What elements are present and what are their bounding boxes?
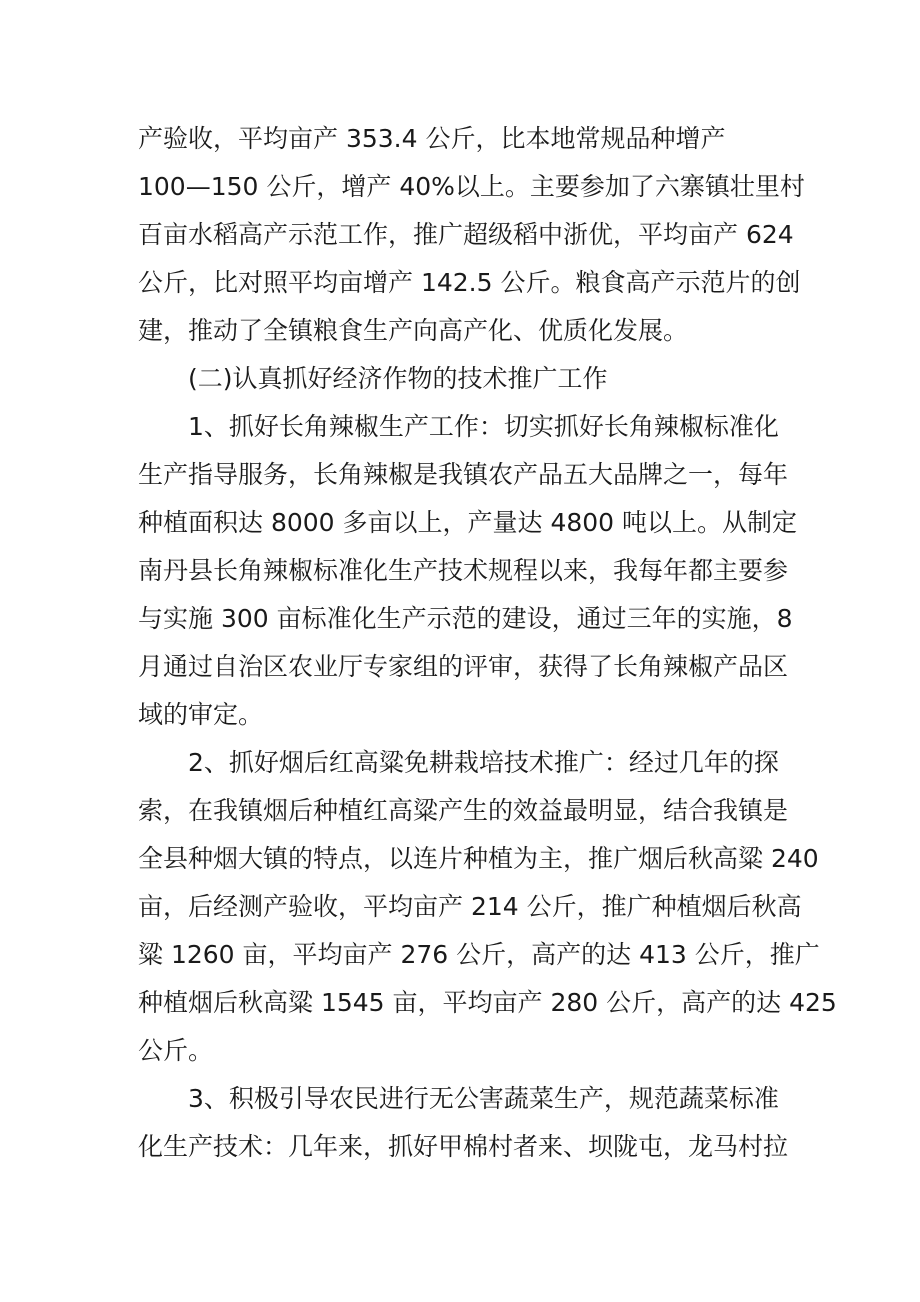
text-line: 种植面积达 8000 多亩以上，产量达 4800 吨以上。从制定 (138, 508, 798, 537)
text-line: 公斤。 (138, 1036, 214, 1065)
text-line: 月通过自治区农业厅专家组的评审，获得了长角辣椒产品区 (138, 652, 789, 681)
text-line: 公斤，比对照平均亩增产 142.5 公斤。粮食高产示范片的创 (138, 268, 801, 297)
text-line: 亩，后经测产验收，平均亩产 214 公斤，推广种植烟后秋高 (138, 892, 802, 921)
text-line: 全县种烟大镇的特点，以连片种植为主，推广烟后秋高粱 240 (138, 844, 819, 873)
text-line: 种植烟后秋高粱 1545 亩，平均亩产 280 公斤，高产的达 425 (138, 988, 837, 1017)
text-line: 与实施 300 亩标准化生产示范的建设，通过三年的实施，8 (138, 604, 793, 633)
text-line: 2、抓好烟后红高粱免耕栽培技术推广：经过几年的探 (188, 748, 779, 777)
text-line: 产验收，平均亩产 353.4 公斤，比本地常规品种增产 (138, 124, 726, 153)
text-line: 百亩水稻高产示范工作，推广超级稻中浙优，平均亩产 624 (138, 220, 794, 249)
text-line: 生产指导服务，长角辣椒是我镇农产品五大品牌之一，每年 (138, 460, 789, 489)
section-heading: (二)认真抓好经济作物的技术推广工作 (188, 364, 608, 393)
text-line: 建，推动了全镇粮食生产向高产化、优质化发展。 (138, 316, 689, 345)
text-line: 3、积极引导农民进行无公害蔬菜生产，规范蔬菜标准 (188, 1084, 779, 1113)
text-line: 索，在我镇烟后种植红高粱产生的效益最明显，结合我镇是 (138, 796, 789, 825)
text-line: 域的审定。 (138, 700, 264, 729)
text-line: 100—150 公斤，增产 40%以上。主要参加了六寨镇壮里村 (138, 172, 805, 201)
text-line: 1、抓好长角辣椒生产工作：切实抓好长角辣椒标准化 (188, 412, 779, 441)
text-line: 南丹县长角辣椒标准化生产技术规程以来，我每年都主要参 (138, 556, 789, 585)
text-line: 粱 1260 亩，平均亩产 276 公斤，高产的达 413 公斤，推广 (138, 940, 820, 969)
text-line: 化生产技术：几年来，抓好甲棉村者来、坝陇屯，龙马村拉 (138, 1132, 789, 1161)
